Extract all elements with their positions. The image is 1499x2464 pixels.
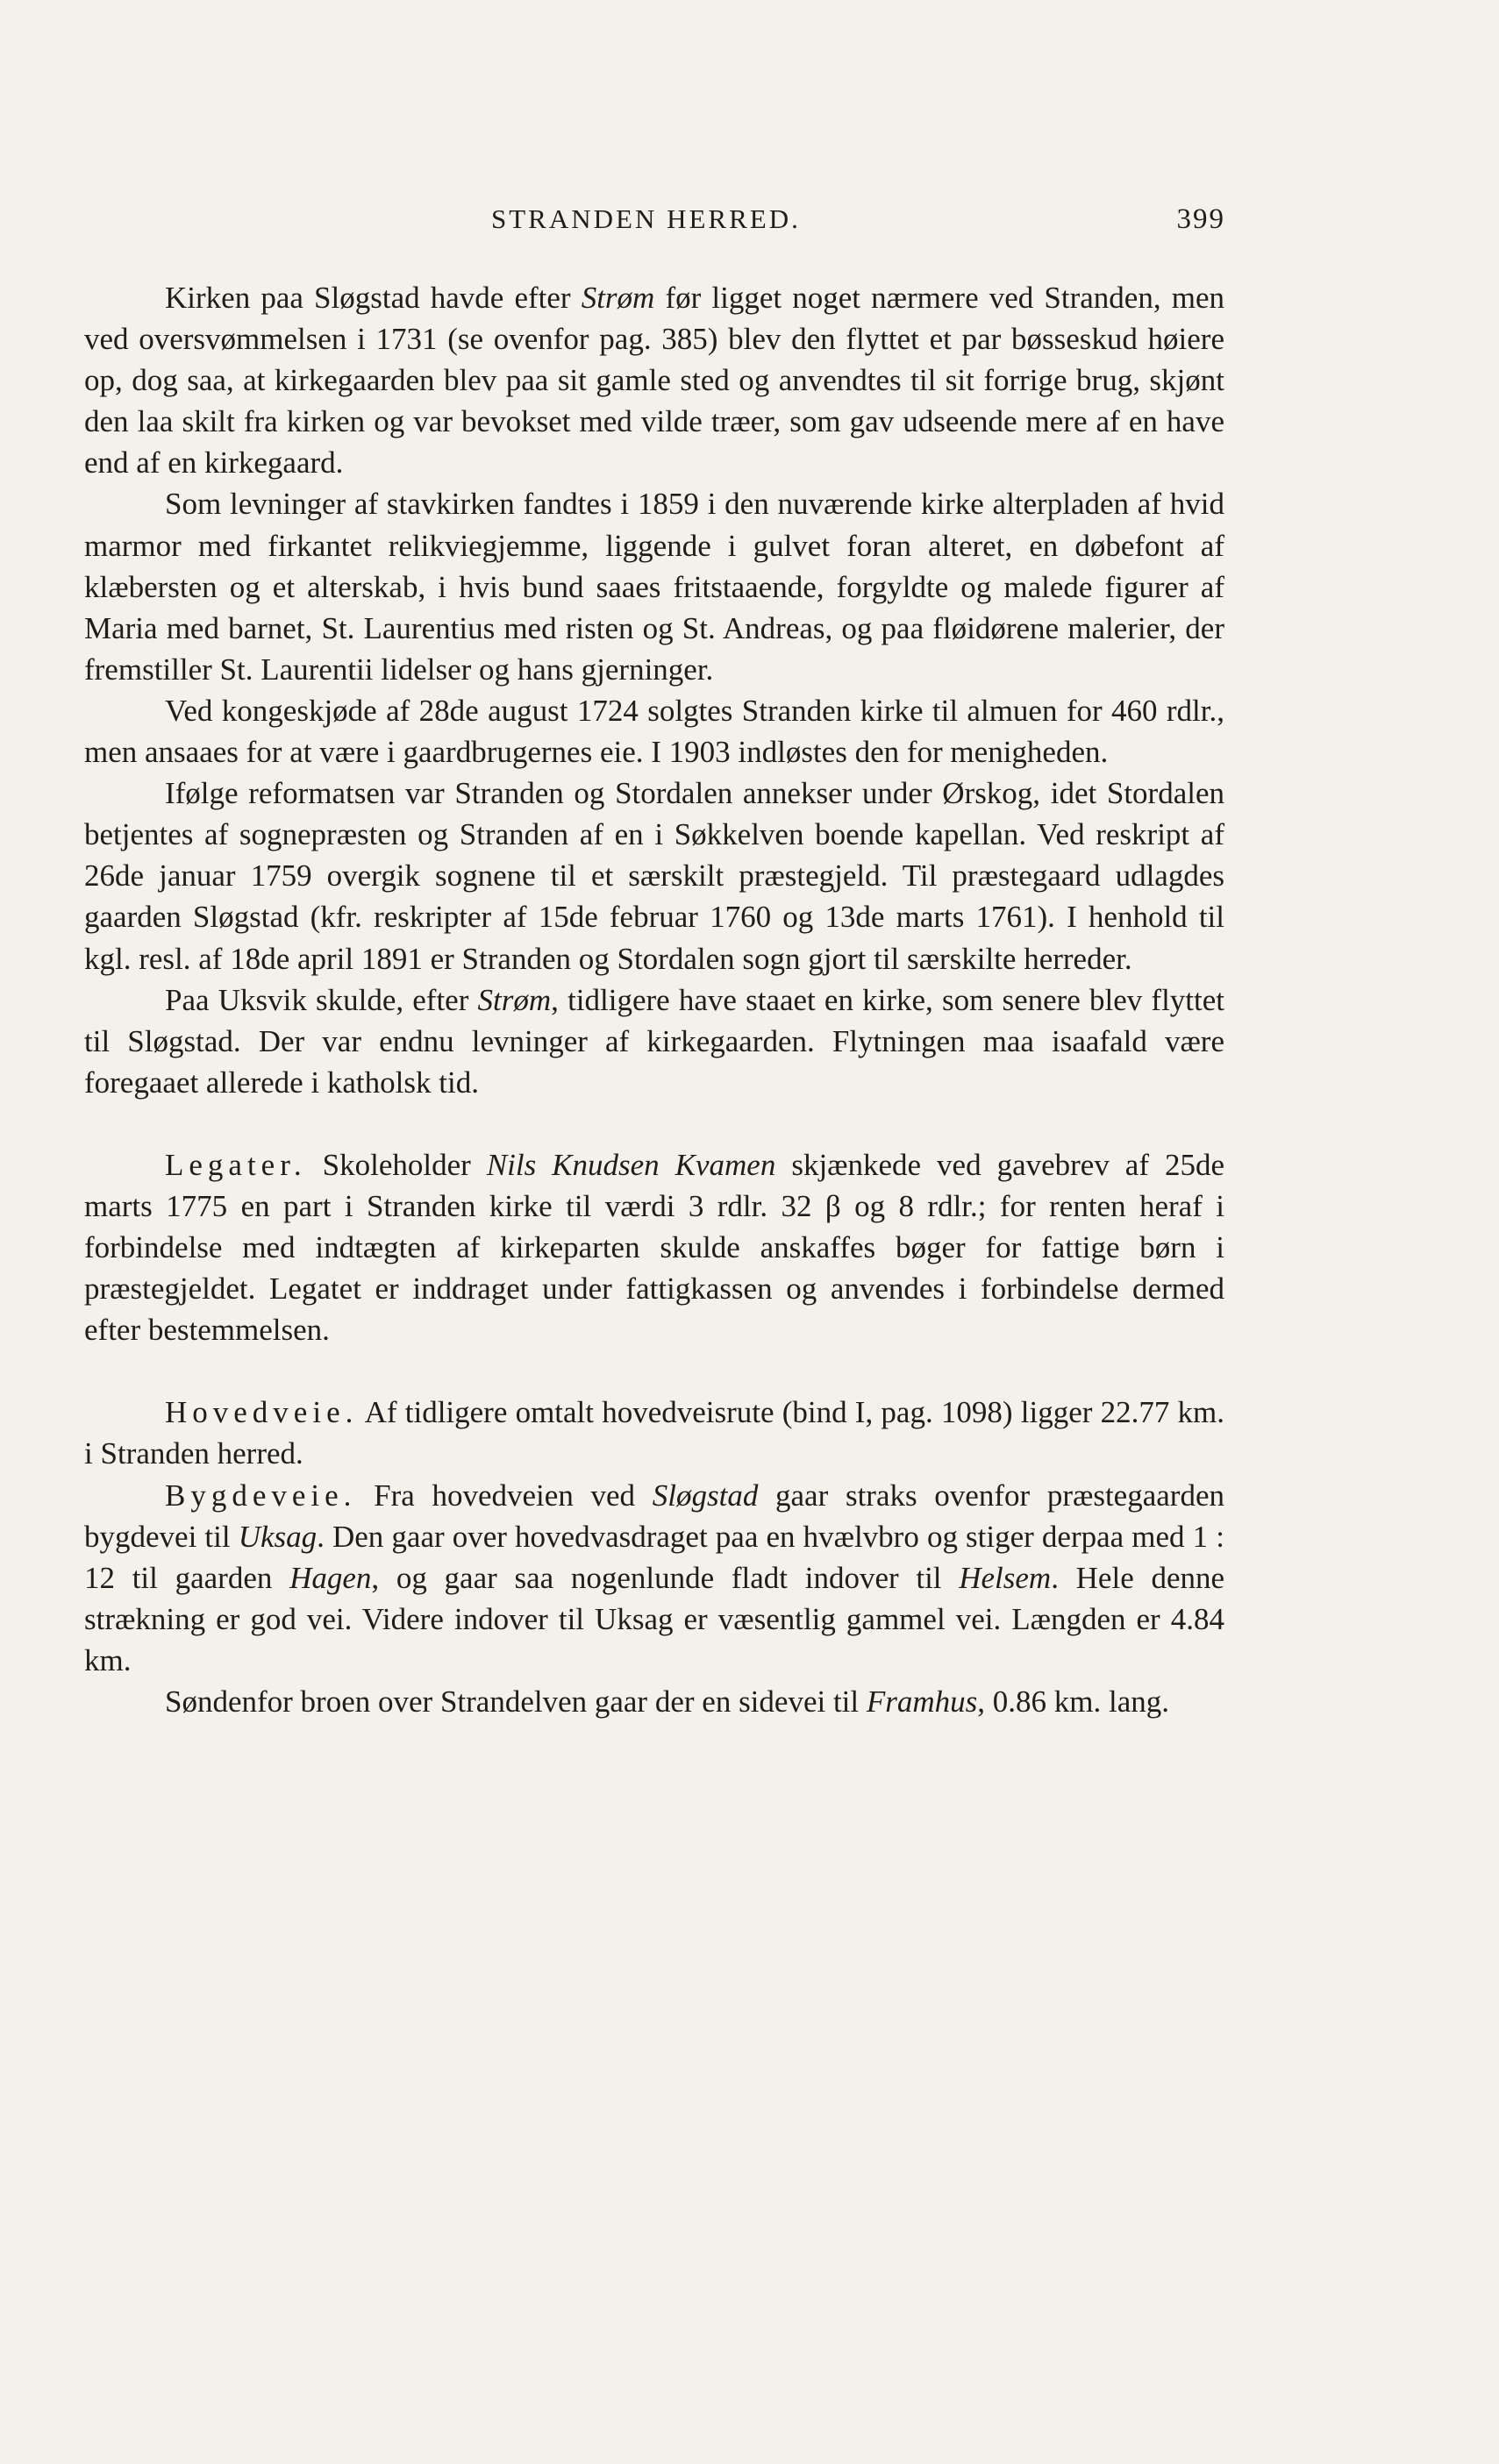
- section-heading-legater: Legater.: [165, 1147, 307, 1182]
- text-run: Som levninger af stavkirken fandtes i 1859 i den nuværende kirke alterpladen af hvid marmor med firkantet relikviegjemme, liggende i gulvet foran alteret, en døbefont af klæbersten og et alterskab, i hvis bund saaes fritstaaende, forgyldte og malede figurer af Maria med barnet, St. Laurentius med risten og St. Andreas, og paa fløidørene malerier, der fremstiller St. Laurentii lidelser og hans gjerninger.: [84, 487, 1224, 687]
- text-run: skjænkede ved gavebrev af 25de marts 1775 en part i Stranden kirke til værdi 3 rdlr. 32 β og 8 rdlr.; for renten heraf i forbindelse med indtægten af kirkeparten skulde anskaffes bøger for fattige børn i præstegjeldet. Legatet er inddraget under fattigkassen og anvendes i forbindelse dermed efter bestemmelsen.: [84, 1147, 1224, 1348]
- paragraph-kongeskjode: [84, 690, 1224, 773]
- text-run: før ligget noget nærmere ved Stranden, men ved oversvømmelsen i 1731 (se ovenfor pag. 385) blev den flyttet et par bøsseskud høiere op, dog saa, at kirkegaarden blev paa sit gamle sted og anvendtes til sit forrige brug, skjønt den laa skilt fra kirken og var bevokset med vilde træer, som gav udseende mere af en have end af en kirkegaard.: [84, 281, 1224, 481]
- text-run: Fra hovedveien ved: [356, 1478, 653, 1513]
- place-name: Sløgstad: [652, 1478, 759, 1513]
- text-run: Søndenfor broen over Strandelven gaar der en sidevei til: [165, 1684, 867, 1719]
- section-heading-hovedveie: Hovedveie.: [165, 1395, 359, 1430]
- paragraph-reformats: [84, 773, 1224, 979]
- person-name: Nils Knudsen Kvamen: [486, 1147, 776, 1182]
- text-run: , 0.86 km. lang.: [977, 1684, 1170, 1719]
- body-text: [84, 277, 1224, 1722]
- page-number: 399: [1176, 203, 1225, 235]
- author-name: Strøm: [477, 982, 552, 1017]
- place-name: Uksag: [238, 1519, 318, 1554]
- paragraph-uksvik: [84, 979, 1224, 1103]
- place-name: Helsem: [959, 1560, 1052, 1595]
- running-head: STRANDEN HERRED.: [491, 203, 801, 234]
- text-run: Ifølge reformatsen var Stranden og Stordalen annekser under Ørskog, idet Stordalen betjentes af sognepræsten og Stranden af en i Søkkelven boende kapellan. Ved reskript af 26de januar 1759 overgik sognene til et særskilt præstegjeld. Til præstegaard udlagdes gaarden Sløgstad (kfr. reskripter af 15de februar 1760 og 13de marts 1761). I henhold til kgl. resl. af 18de april 1891 er Stranden og Stordalen sogn gjort til særskilte herreder.: [84, 776, 1224, 976]
- text-run: Kirken paa Sløgstad havde efter: [165, 281, 582, 315]
- section-heading-bygdeveie: Bygdeveie.: [165, 1478, 357, 1513]
- paragraph-kirken-flyttet: [84, 277, 1224, 483]
- text-run: Ved kongeskjøde af 28de august 1724 solgtes Stranden kirke til almuen for 460 rdlr., men ansaaes for at være i gaardbrugernes eie. I 1903 indløstes den for menigheden.: [84, 693, 1224, 770]
- paragraph-hovedveie: [84, 1392, 1224, 1474]
- text-run: gaar straks ovenfor præstegaarden bygdevei til: [84, 1478, 1224, 1554]
- text-run: Skoleholder: [306, 1147, 487, 1182]
- page-header: [491, 203, 1225, 246]
- paragraph-levninger: [84, 483, 1224, 689]
- paragraph-sondenfor: [84, 1681, 1224, 1722]
- text-run: , og gaar saa nogenlunde fladt indover til: [371, 1560, 960, 1595]
- text-run: Paa Uksvik skulde, efter: [165, 982, 478, 1017]
- text-run: . Den gaar over hovedvasdraget paa en hvælvbro og stiger derpaa med 1 : 12 til gaarden: [84, 1519, 1224, 1595]
- place-name: Framhus: [866, 1684, 978, 1719]
- paragraph-bygdeveie: [84, 1475, 1224, 1681]
- text-run: , tidligere have staaet en kirke, som senere blev flyttet til Sløgstad. Der var endnu levninger af kirkegaarden. Flytningen maa isaafald være foregaaet allerede i katholsk tid.: [84, 982, 1225, 1100]
- place-name: Hagen: [289, 1560, 372, 1595]
- text-run: . Hele denne strækning er god vei. Videre indover til Uksag er væsentlig gammel vei. Længden er 4.84 km.: [84, 1560, 1225, 1677]
- text-run: Af tidligere omtalt hovedveisrute (bind I, pag. 1098) ligger 22.77 km. i Stranden herred.: [84, 1395, 1224, 1471]
- author-name: Strøm: [581, 281, 655, 315]
- paragraph-legater: [84, 1144, 1224, 1350]
